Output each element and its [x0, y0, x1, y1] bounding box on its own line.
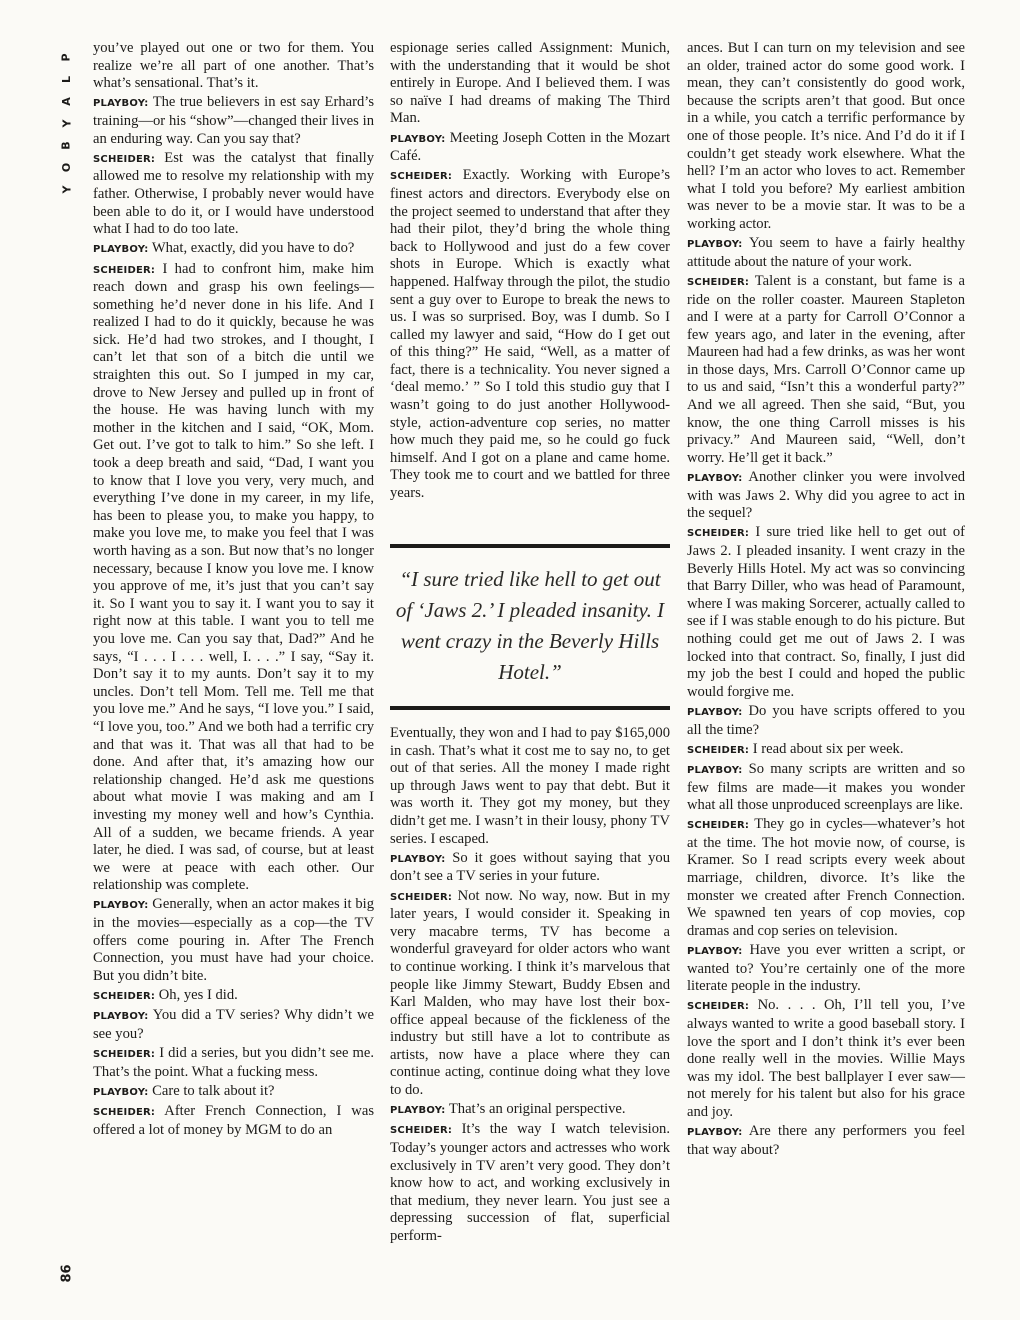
speaker-label: PLAYBOY:: [687, 473, 743, 485]
speaker-label: PLAYBOY:: [93, 98, 149, 110]
interview-paragraph: [687, 524, 965, 701]
speaker-label: SCHEIDER:: [93, 991, 156, 1003]
paragraph-text: Oh, yes I did.: [158, 987, 238, 1004]
interview-paragraph: [93, 94, 374, 148]
speaker-label: SCHEIDER:: [390, 171, 453, 183]
paragraph-text: Another clinker you were involved with was Jaws 2. Why did you agree to act in the sequel?: [687, 469, 966, 522]
interview-paragraph: [93, 1045, 374, 1081]
speaker-label: SCHEIDER:: [687, 744, 750, 756]
speaker-label: PLAYBOY:: [687, 706, 743, 718]
interview-paragraph: [687, 942, 965, 996]
speaker-label: PLAYBOY:: [687, 1127, 743, 1139]
interview-paragraph: [390, 850, 670, 886]
speaker-label: PLAYBOY:: [390, 1105, 446, 1117]
pull-quote-bottom-rule: [390, 706, 670, 710]
paragraph-text: Talent is a constant, but fame is a ride on the roller coaster. Maureen Stapleton and I were at a party for Carroll O’Connor a few years ago, and later in the evening, after Maureen had had a few drinks, as was her wont in those days, Mrs. Carroll O’Connor came up to us and said, “Isn’t this a wonderful party?” And we all agreed. Then she said, “But, you know, the one thing Carroll misses is his privacy.” And Maureen said, “Well, don’t worry. He’ll get it back.”: [687, 272, 966, 466]
paragraph-text: I sure tried like hell to get out of Jaws 2. I pleaded insanity. I went crazy in the Beverly Hills Hotel. My act was so convincing that Barry Diller, who was head of Paramount, where I was making Sorcerer, actually called to see if I was stable enough to do his picture. But nothing could get me out of Jaws 2. I was locked into that contract. So, finally, I just did my job the best I could and hoped the public would forgive me.: [687, 524, 965, 700]
paragraph-text: Have you ever written a script, or wanted to? You’re certainly one of the more literate people in the industry.: [687, 942, 965, 995]
interview-paragraph: [93, 1007, 374, 1043]
paragraph-text: They go in cycles—whatever’s hot at the time. The hot movie now, of course, is Kramer. So I read scripts every week about marriage, children, divorce. It’s like the monster we created after French Connection. We spawned ten years of cop movies, cop dramas and cop series on television.: [687, 816, 965, 939]
paragraph-text: Are there any performers you feel that way about?: [687, 1123, 965, 1158]
interview-paragraph: [687, 816, 965, 940]
spine-letter: Y: [60, 184, 73, 194]
speaker-label: PLAYBOY:: [390, 133, 446, 145]
interview-paragraph: [93, 1103, 374, 1139]
paragraph-text: Do you have scripts offered to you all the time?: [687, 702, 966, 738]
speaker-label: SCHEIDER:: [93, 264, 156, 276]
speaker-label: PLAYBOY:: [390, 853, 446, 865]
paragraph-text: Exactly. Working with Europe’s finest actors and directors. Everybody else on the project seemed to understand that after they had their pilot, they’d bring the whole thing back to Hollywood and just do a few cover shots in Europe. Which is exactly what happened. Halfway through the pilot, the studio sent a guy over to Europe to break the news to us. I was so surprised. Boy, was I dumb. So I called my lawyer and said, “How do I get out of this thing?” He said, “Well, as a matter of fact, there is a technicality. You never signed a ‘deal memo.’ ” So I told this studio guy that I wasn’t going to do just another Hollywood-style, action-adventure cop series, no matter how much they paid me, so he could go fuck himself. And I got on a plane and came home. They took me to court and we battled for three years.: [390, 167, 670, 502]
interview-paragraph: [687, 235, 965, 271]
speaker-label: PLAYBOY:: [93, 1086, 149, 1098]
speaker-label: SCHEIDER:: [93, 153, 156, 165]
paragraph-text: What, exactly, did you have to do?: [151, 240, 355, 257]
text-column-2: [390, 40, 670, 504]
paragraph-text: Eventually, they won and I had to pay $165,000 in cash. That’s what it cost me to say no, to get out of that series. All the money I made right up through Jaws went to pay that debt. But it was worth it. They got my money, but they didn’t get me. I wasn’t in their lousy, phony TV series. I escaped.: [390, 725, 670, 847]
spine-letter: A: [59, 96, 73, 106]
interview-paragraph: [687, 273, 965, 468]
paragraph-text: So it goes without saying that you don’t see a TV series in your future.: [390, 849, 670, 885]
interview-paragraph: [687, 1123, 965, 1159]
interview-paragraph: [390, 725, 670, 848]
text-column-2-continued: [390, 725, 670, 1247]
spine-letter: B: [59, 140, 73, 150]
interview-paragraph: [390, 888, 670, 1100]
interview-paragraph: [390, 1101, 670, 1120]
paragraph-text: You did a TV series? Why didn’t we see you?: [93, 1007, 374, 1042]
interview-paragraph: [687, 761, 965, 815]
spine-letter: P: [60, 52, 73, 62]
interview-paragraph: [390, 1121, 670, 1245]
speaker-label: SCHEIDER:: [390, 1125, 453, 1137]
paragraph-text: espionage series called Assignment: Munich, with the understanding that it would be shot entirely in Europe. And I believed them. I was so naïve I had dreams of making The Third Man.: [390, 40, 670, 127]
paragraph-text: You seem to have a fairly healthy attitude about the nature of your work.: [687, 235, 966, 270]
interview-paragraph: [93, 261, 374, 895]
paragraph-text: Not now. No way, now. But in my later years, I would consider it. Speaking in very macabre terms, TV has become a wonderful graveyard for older actors who want to continue working. I think it’s marvelous that people like Jimmy Stewart, Buddy Ebsen and Karl Malden, who may have lost their box-office appeal because of the fickleness of the industry but still have a lot to contribute as artists, now have a place where they can continue acting, continue doing what they love to do.: [390, 887, 671, 1099]
text-column-3: [687, 40, 965, 1161]
paragraph-text: I had to confront him, make him reach down and grasp his own feelings—something he’d never done in his life. And I realized I had to do it quickly, because he was sick. He’d had two strokes, and I thought, I can’t let that son of a bitch die until we straighten this out. So I jumped in my car, drove to New Jersey and pulled up in front of the house. He was having lunch with my mother in the kitchen and I said, “OK, Mom. Get out. I’ve got to talk to him.” So she left. I took a deep breath and said, “Dad, I want you to know that I love you very, very much, and everything I’ve done in my career, in my life, has been to please you, to make you happy, to make you love me, to make you feel that I was worth having as a son. But now that’s no longer necessary, because I know you love me. I know you approve of me, it’s just that you can’t say it. So I want you to say it. I want you to say it right now at this table. I want you to tell me you love me. Can you say that, Dad?” And he says, “I . . . I . . . well, I. . . .” I say, “Say it. Don’t say it to my aunts. Don’t say it to my uncles. Don’t tell Mom. Tell me. Tell me that you love me.” And he says, “I love you.” I said, “I love you, too.” And we both had a terrific cry and that was it. That was all that had to be done. And after that, it’s amazing how our relationship changed. He’d ask me questions about what movie I was making and am I investing my money well and how’s Cynthia. All of a sudden, we became friends. A year later, he died. I was sad, of course, but at least we were at peace with each other. Our relationship was complete.: [93, 260, 374, 894]
spine-letter: O: [59, 161, 73, 173]
paragraph-text: I read about six per week.: [752, 740, 904, 757]
paragraph-text: It’s the way I watch television. Today’s younger actors and actresses who work exclusively in TV aren’t very good. They don’t know how to act, and working exclusively in that medium, they never learn. You just see a depressing succession of flat, superficial perform-: [390, 1121, 670, 1244]
interview-paragraph: [390, 40, 670, 128]
paragraph-text: Meeting Joseph Cotten in the Mozart Café.: [390, 129, 670, 165]
pull-quote-box: [390, 544, 670, 710]
paragraph-text: Est was the catalyst that finally allowed me to resolve my relationship with my father. Otherwise, I probably never would have been able to do it, or I would have understood what I had to do too late.: [93, 149, 374, 238]
interview-paragraph: [93, 896, 374, 985]
speaker-label: SCHEIDER:: [687, 276, 750, 288]
paragraph-text: After French Connection, I was offered a lot of money by MGM to do an: [93, 1102, 375, 1138]
interview-paragraph: [687, 703, 965, 739]
paragraph-text: ances. But I can turn on my television and see an older, trained actor do some good work. I mean, they can’t consistently do good work, because the scripts aren’t that good. But once in a while, you catch a terrific performance by one of those people. It’s nice. And I’d do it if I couldn’t get steady work elsewhere. What the hell? I’m an actor who loves to act. Remember what I told you before? My earliest ambition was never to be a movie star. It was to be a working actor.: [687, 40, 965, 232]
paragraph-text: Generally, when an actor makes it big in the movies—especially as a cop—the TV offers come pouring in. After The French Connection, you must have had your choice. But you didn’t bite.: [93, 896, 375, 984]
pull-quote-text: “I sure tried like hell to get out of ‘Jaws 2.’ I pleaded insanity. I went crazy in the Beverly Hills Hotel.”: [395, 567, 665, 684]
speaker-label: PLAYBOY:: [93, 244, 149, 256]
paragraph-text: No. . . . Oh, I’ll tell you, I’ve always wanted to write a good baseball story. I love the sport and I don’t think it’s ever been done really well in the movies. Willie Mays was my idol. The best ballplayer I ever saw—not merely for his talent but also for his grace and joy.: [687, 997, 965, 1120]
interview-paragraph: [687, 997, 965, 1121]
interview-paragraph: [687, 40, 965, 234]
speaker-label: SCHEIDER:: [687, 1001, 750, 1013]
speaker-label: SCHEIDER:: [687, 528, 750, 540]
paragraph-text: Care to talk about it?: [152, 1082, 275, 1099]
interview-paragraph: [93, 150, 374, 239]
paragraph-text: The true believers in est say Erhard’s training—or his “show”—changed their lives in an enduring way. Can you say that?: [93, 94, 375, 147]
interview-paragraph: [390, 130, 670, 166]
interview-paragraph: [93, 987, 374, 1006]
speaker-label: SCHEIDER:: [390, 891, 453, 903]
page-number: 86: [59, 1264, 75, 1283]
interview-paragraph: [687, 469, 965, 523]
speaker-label: PLAYBOY:: [93, 1011, 149, 1023]
interview-paragraph: [687, 741, 965, 760]
interview-paragraph: [93, 1083, 374, 1102]
paragraph-text: you’ve played out one or two for them. You realize we’re all part of one another. That’s what’s sensational. That’s it.: [93, 40, 374, 92]
speaker-label: PLAYBOY:: [93, 900, 149, 912]
paragraph-text: That’s an original perspective.: [448, 1101, 626, 1118]
interview-paragraph: [390, 167, 670, 502]
pull-quote-top-rule: [390, 544, 670, 548]
speaker-label: PLAYBOY:: [687, 239, 743, 251]
speaker-label: SCHEIDER:: [93, 1106, 156, 1118]
speaker-label: SCHEIDER:: [93, 1049, 156, 1060]
paragraph-text: I did a series, but you didn’t see me. That’s the point. What a fucking mess.: [93, 1045, 374, 1080]
magazine-spine-title: [56, 46, 78, 200]
speaker-label: PLAYBOY:: [687, 946, 743, 958]
spine-letter: Y: [60, 118, 73, 128]
interview-paragraph: [93, 240, 374, 259]
speaker-label: SCHEIDER:: [687, 820, 750, 832]
interview-paragraph: [93, 40, 374, 93]
paragraph-text: So many scripts are written and so few films are made—it makes you wonder what all those unproduced screenplays are like.: [687, 760, 965, 814]
spine-letter: L: [59, 74, 73, 84]
speaker-label: PLAYBOY:: [687, 764, 743, 776]
text-column-1: [93, 40, 374, 1141]
